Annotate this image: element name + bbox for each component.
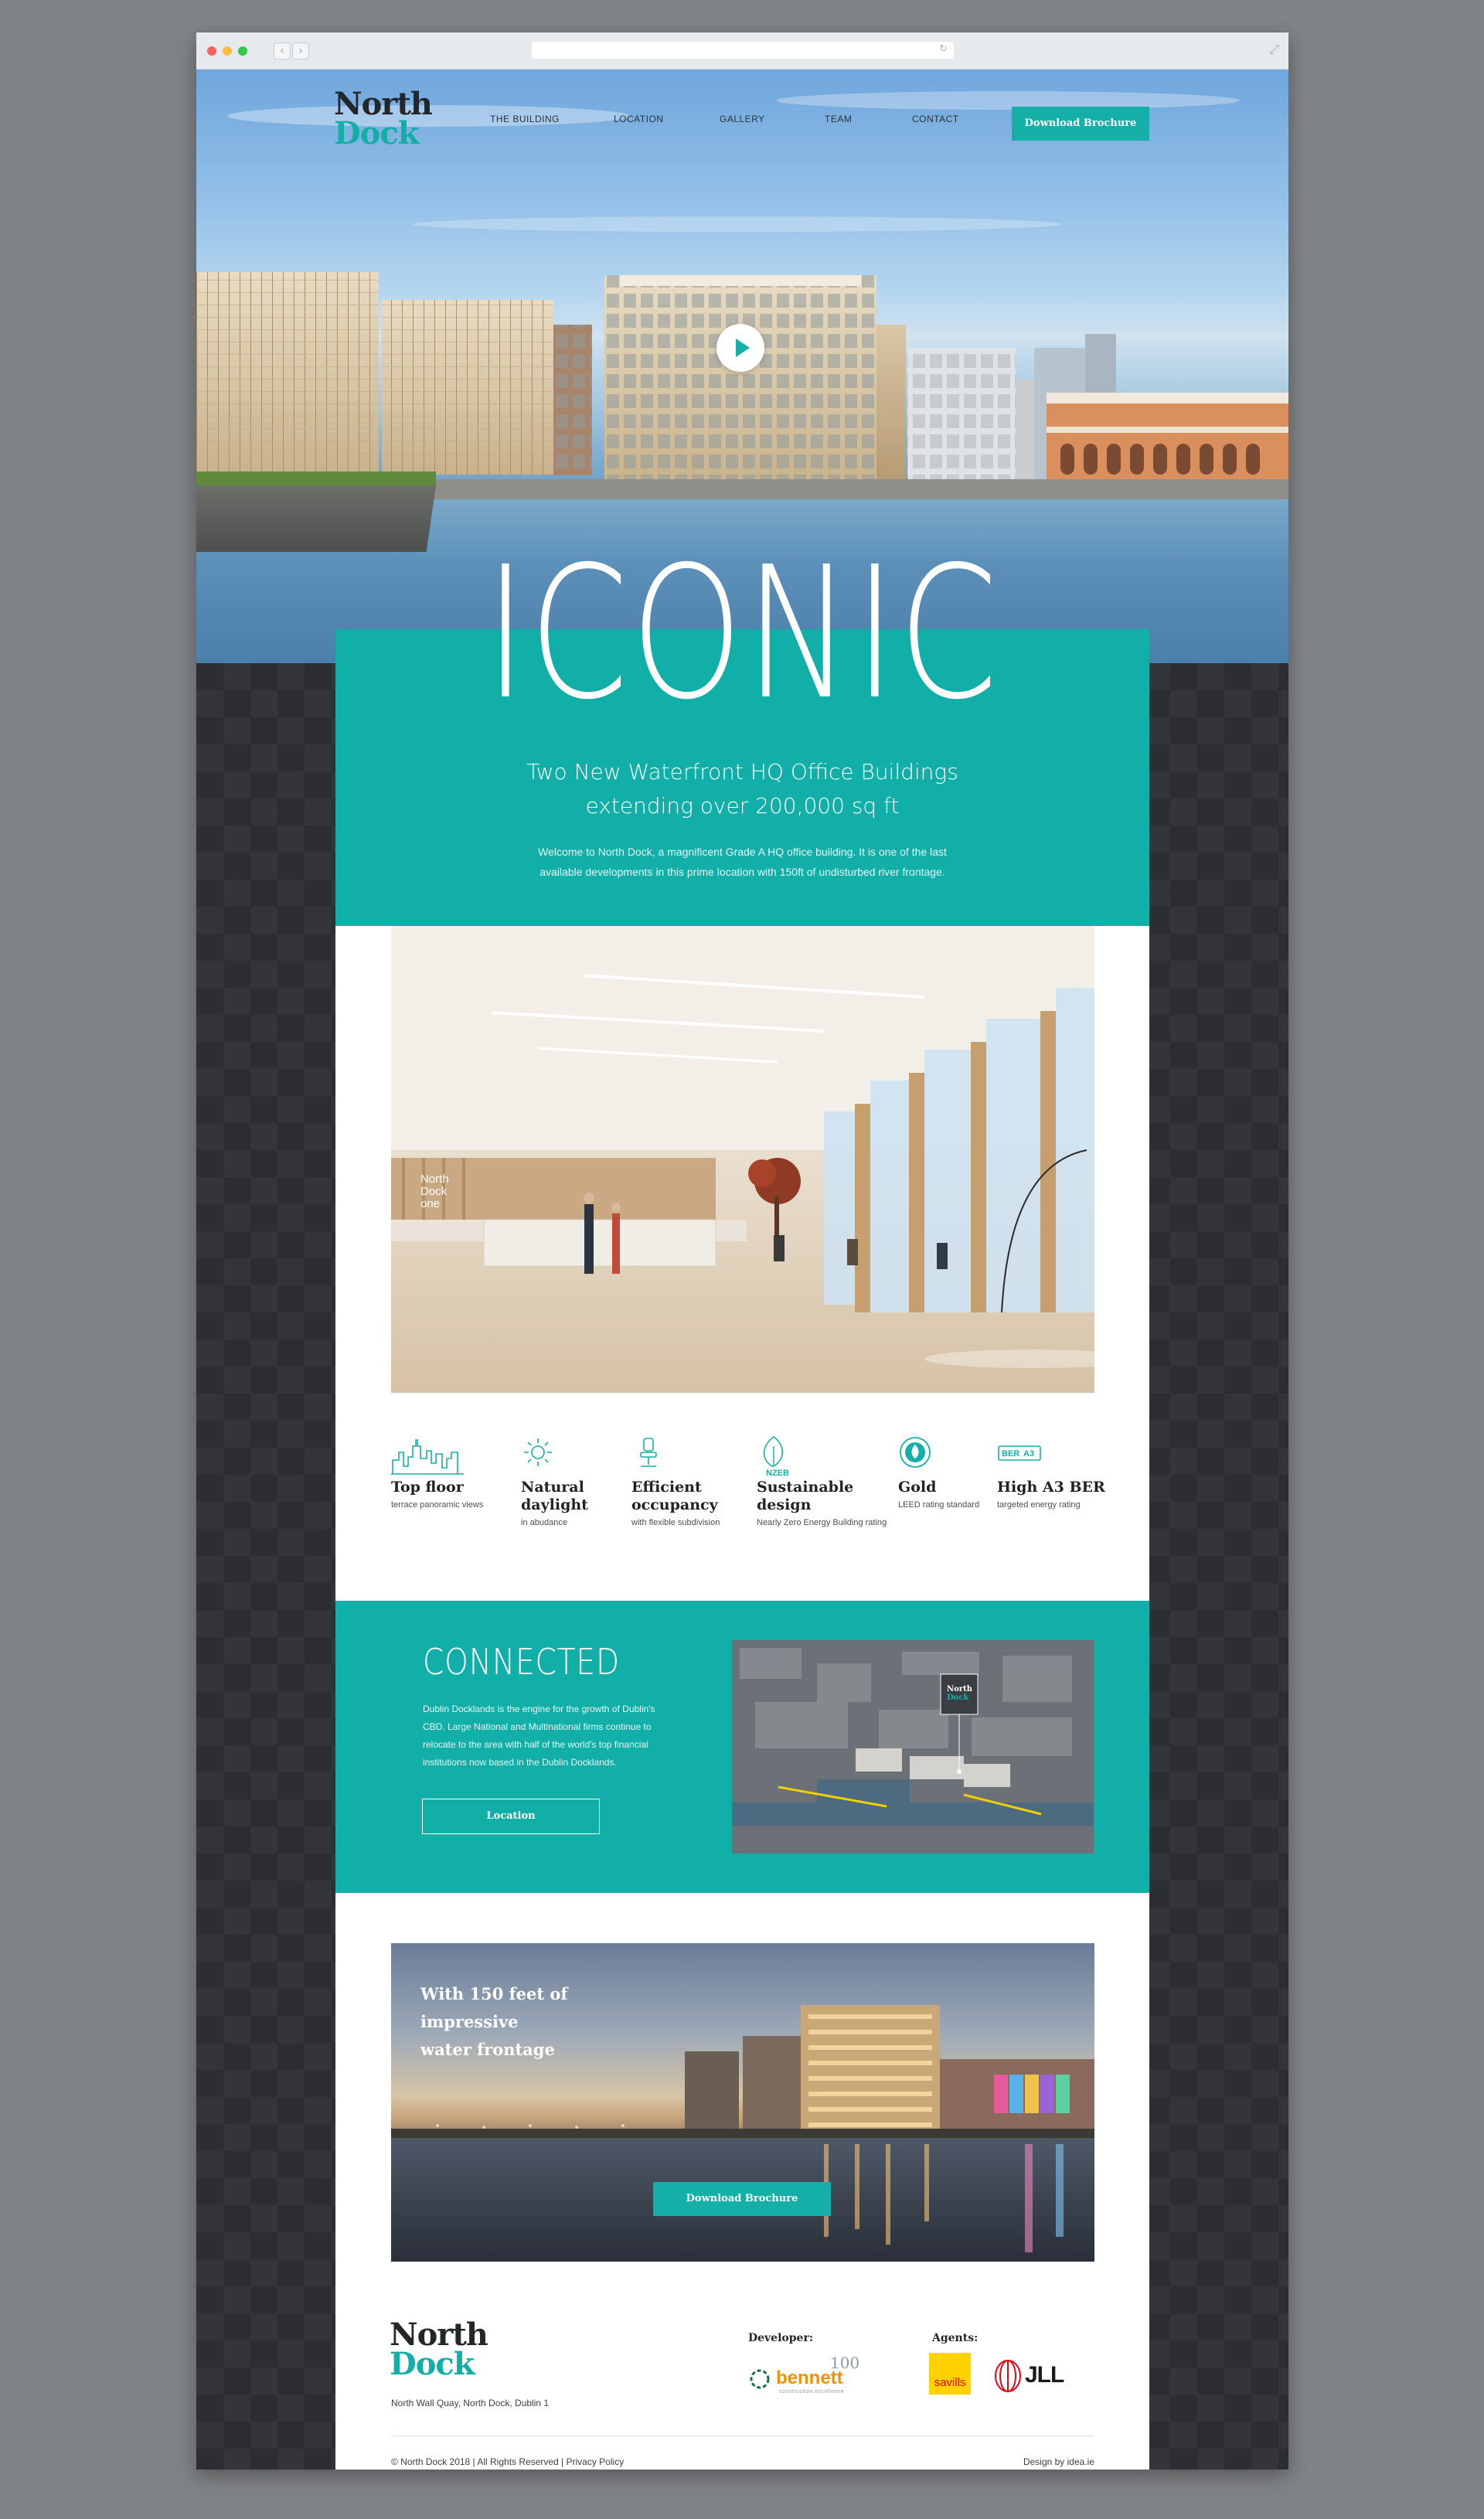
lobby-sign-line1: North (420, 1173, 449, 1186)
nav-gallery[interactable]: GALLERY (720, 114, 765, 124)
bennett-mark-icon (748, 2368, 771, 2391)
feature-title: Top floor (391, 1479, 464, 1496)
feature-natural-daylight (521, 1435, 588, 1527)
footer-logo-north: North (390, 2316, 488, 2353)
nzeb-label: NZEB (766, 1469, 789, 1478)
frontage-title-line1: With 150 feet of impressive (420, 1984, 568, 2031)
chevron-right-icon: › (298, 45, 303, 57)
feature-sustainable-design (757, 1435, 887, 1527)
frontage-title (420, 1980, 668, 2064)
design-credit-link[interactable]: Design by idea.ie (1023, 2456, 1094, 2467)
aerial-illustration (732, 1640, 1094, 1854)
leed-badge-icon (898, 1435, 941, 1479)
bennett-tagline: construction excellence (779, 2389, 845, 2395)
feature-high-a3-ber (997, 1435, 1105, 1510)
ber-label: BER (1002, 1449, 1020, 1459)
fullscreen-icon[interactable]: ⤢ (1269, 42, 1279, 56)
docklands-aerial-map[interactable] (732, 1640, 1094, 1854)
intro-text (335, 842, 1149, 882)
bennett-wordmark: bennett (776, 2368, 843, 2388)
savills-logo[interactable] (929, 2353, 971, 2395)
feature-desc: in abudance (521, 1518, 567, 1527)
lobby-sign-line2: Dock (420, 1185, 448, 1198)
lobby-render-image (391, 926, 1094, 1393)
connected-text: Dublin Docklands is the engine for the growth of Dublin's CBD. Large National and Multinational firms continue to relocate to the area with half of the world's top financial institutions now based in the Dublin Docklands. (423, 1704, 655, 1768)
feature-gold-leed (898, 1435, 979, 1510)
chevron-left-icon: ‹ (280, 45, 284, 57)
browser-window (196, 32, 1288, 2470)
hero-subtitle-line1: Two New Waterfront HQ Office Buildings (526, 759, 958, 785)
download-brochure-button[interactable]: Download Brochure (1012, 107, 1149, 141)
feature-desc: terrace panoramic views (391, 1500, 484, 1510)
map-marker-line2: Dock (947, 1694, 969, 1702)
feature-title-line1: Natural (521, 1479, 584, 1496)
lobby-sign (420, 1173, 449, 1210)
feature-desc: targeted energy rating (997, 1500, 1081, 1510)
feature-desc: Nearly Zero Energy Building rating (757, 1518, 887, 1527)
jll-wordmark: JLL (1025, 2362, 1064, 2388)
skyline-icon (391, 1435, 465, 1479)
footer-address: North Wall Quay, North Dock, Dublin 1 (391, 2398, 550, 2408)
office-chair-icon (631, 1435, 675, 1479)
ber-a3-icon (997, 1435, 1051, 1479)
map-marker-label (947, 1685, 972, 1702)
feature-title: Gold (898, 1479, 937, 1496)
lobby-illustration (391, 926, 1094, 1393)
frontage-title-line2: water frontage (420, 2040, 555, 2059)
nav-team[interactable]: TEAM (825, 114, 853, 124)
developer-label: Developer: (748, 2332, 813, 2344)
bennett-years: 100 (830, 2354, 860, 2372)
map-marker-line1: North (947, 1685, 972, 1694)
footer-logo-dock: Dock (390, 2346, 475, 2382)
feature-efficient-occupancy (631, 1435, 720, 1527)
back-button[interactable] (274, 43, 291, 60)
frontage-download-brochure-button[interactable]: Download Brochure (653, 2182, 831, 2216)
connected-title: CONNECTED (423, 1641, 620, 1683)
sun-icon (521, 1435, 564, 1479)
browser-toolbar (196, 32, 1288, 70)
reload-icon[interactable]: ↻ (939, 43, 948, 55)
intro-text-line2: available developments in this prime location with 150ft of undisturbed river frontage. (539, 866, 945, 878)
savills-wordmark: savills (934, 2376, 966, 2389)
logo-word-north: North (334, 86, 432, 122)
close-window-button[interactable] (207, 46, 216, 56)
forward-button[interactable] (292, 43, 309, 60)
feature-title-line1: Efficient (631, 1479, 702, 1496)
address-bar[interactable] (532, 42, 954, 59)
nav-contact[interactable]: CONTACT (912, 114, 959, 124)
a3-label: A3 (1023, 1449, 1035, 1459)
nzeb-leaf-icon (757, 1435, 811, 1479)
minimize-window-button[interactable] (223, 46, 232, 56)
feature-desc: LEED rating standard (898, 1500, 980, 1510)
logo-word-dock: Dock (334, 115, 419, 151)
jll-mark-icon (992, 2359, 1023, 2393)
footer-copyright[interactable]: © North Dock 2018 | All Rights Reserved | Privacy Policy (391, 2456, 625, 2467)
hero-subtitle-line2: extending over 200,000 sq ft (585, 793, 900, 819)
location-button[interactable]: Location (422, 1799, 600, 1834)
bennett-logo[interactable] (748, 2354, 876, 2400)
agents-label: Agents: (932, 2332, 979, 2344)
feature-title-line2: daylight (521, 1496, 588, 1513)
site-logo[interactable] (334, 86, 432, 151)
grass-strip (196, 471, 436, 485)
nav-the-building[interactable]: THE BUILDING (490, 114, 560, 124)
lobby-sign-line3: one (420, 1197, 441, 1210)
feature-title-line2: design (757, 1496, 812, 1513)
play-video-button[interactable] (716, 324, 764, 372)
feature-title-line2: occupancy (631, 1496, 718, 1513)
feature-desc: with flexible subdivision (631, 1518, 720, 1527)
zoom-window-button[interactable] (238, 46, 247, 56)
hero-headline: ICONIC (485, 527, 1000, 740)
feature-title: High A3 BER (997, 1479, 1105, 1496)
feature-title-line1: Sustainable (757, 1479, 854, 1496)
footer-logo[interactable] (390, 2316, 488, 2382)
intro-text-line1: Welcome to North Dock, a magnificent Grade A HQ office building. It is one of the last (538, 846, 947, 858)
nav-location[interactable]: LOCATION (614, 114, 664, 124)
feature-top-floor (391, 1435, 483, 1510)
hero-subtitle (335, 755, 1149, 823)
jll-logo[interactable] (992, 2359, 1077, 2393)
